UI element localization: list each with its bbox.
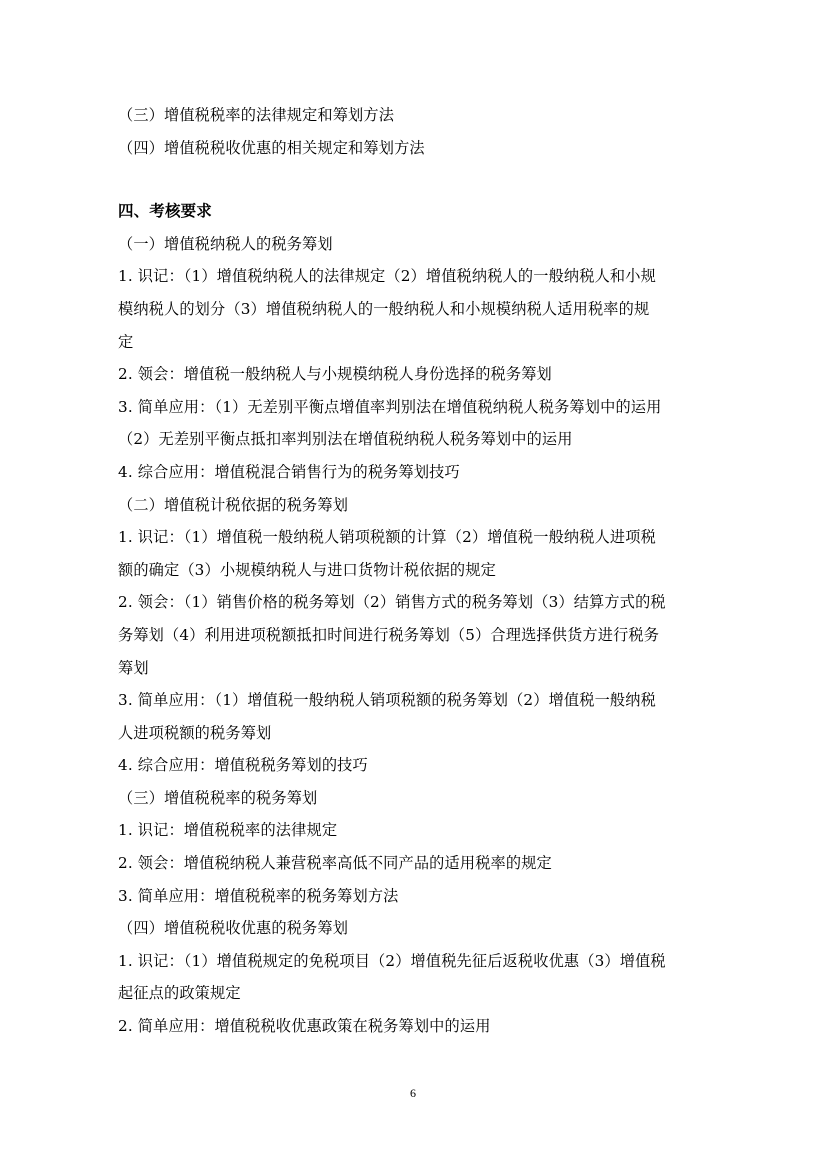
text-line: 筹划: [118, 658, 149, 677]
text-line: 3. 简单应用：（1）增值税一般纳税人销项税额的税务筹划（2）增值税一般纳税: [118, 691, 656, 710]
text-line: （四）增值税税收优惠的税务筹划: [118, 919, 349, 938]
text-line: 2. 简单应用：增值税税收优惠政策在税务筹划中的运用: [118, 1017, 491, 1036]
text-line: 2. 领会：增值税纳税人兼营税率高低不同产品的适用税率的规定: [118, 854, 552, 873]
spacer: [118, 164, 708, 195]
text-line: 3. 简单应用：（1）无差别平衡点增值率判别法在增值税纳税人税务筹划中的运用: [118, 397, 662, 416]
text-line: 1. 识记：（1）增值税规定的免税项目（2）增值税先征后返税收优惠（3）增值税: [118, 951, 666, 970]
text-line: （三）增值税税率的税务筹划: [118, 788, 318, 807]
text-line: 4. 综合应用：增值税混合销售行为的税务筹划技巧: [118, 462, 460, 481]
text-line: （四）增值税税收优惠的相关规定和筹划方法: [118, 138, 425, 157]
text-line: 1. 识记：增值税税率的法律规定: [118, 821, 338, 840]
text-line: （2）无差别平衡点抵扣率判别法在增值税纳税人税务筹划中的运用: [118, 430, 573, 449]
text-line: 模纳税人的划分（3）增值税纳税人的一般纳税人和小规模纳税人适用税率的规: [118, 299, 650, 318]
text-line: （二）增值税计税依据的税务筹划: [118, 495, 349, 514]
text-line: 1. 识记：（1）增值税一般纳税人销项税额的计算（2）增值税一般纳税人进项税: [118, 528, 656, 547]
text-line: 3. 简单应用：增值税税率的税务筹划方法: [118, 886, 399, 905]
page-content: [118, 99, 708, 1043]
text-line: 1. 识记：（1）增值税纳税人的法律规定（2）增值税纳税人的一般纳税人和小规: [118, 267, 656, 286]
text-line: 务筹划（4）利用进项税额抵扣时间进行税务筹划（5）合理选择供货方进行税务: [118, 625, 660, 644]
section-heading: 四、考核要求: [118, 202, 212, 221]
text-line: 定: [118, 332, 134, 351]
text-line: 2. 领会：增值税一般纳税人与小规模纳税人身份选择的税务筹划: [118, 365, 552, 384]
body-text: [118, 228, 708, 1043]
text-line: （一）增值税纳税人的税务筹划: [118, 234, 333, 253]
text-line: （三）增值税税率的法律规定和筹划方法: [118, 106, 395, 124]
text-line: 人进项税额的税务筹划: [118, 723, 272, 742]
text-line: 2. 领会：（1）销售价格的税务筹划（2）销售方式的税务筹划（3）结算方式的税: [118, 593, 666, 612]
page-number: 6: [410, 1086, 416, 1100]
text-line: 起征点的政策规定: [118, 984, 241, 1003]
text-line: 4. 综合应用：增值税税务筹划的技巧: [118, 756, 368, 775]
text-line: 额的确定（3）小规模纳税人与进口货物计税依据的规定: [118, 560, 496, 579]
